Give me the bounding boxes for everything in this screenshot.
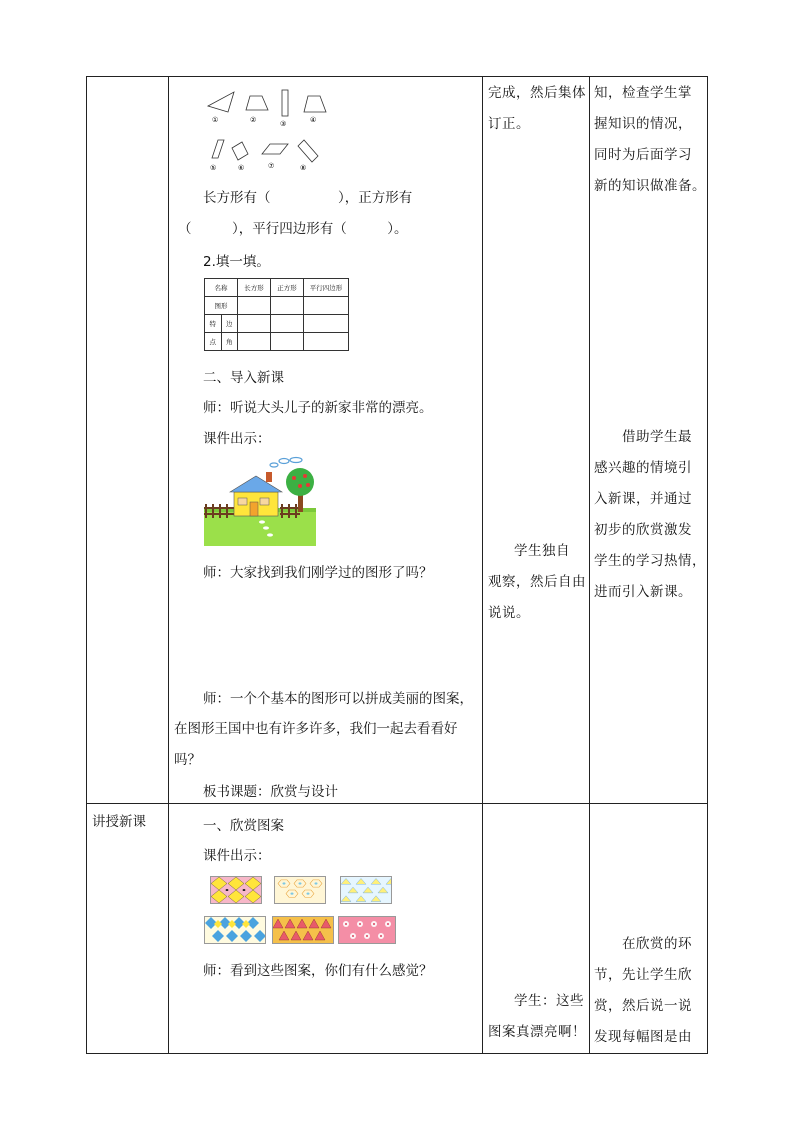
shape-label-5: ⑤ [210,164,217,172]
teacher-line-3c: 吗？ [174,752,201,768]
table-divider-2 [482,76,483,1054]
shape-label-1: ① [212,116,219,124]
question-1-line-1: 长方形有（ ），正方形有 [203,190,413,206]
student-activity-bottom: 学生：这些 图案真漂亮啊！ [488,993,586,1040]
shape-triangle [208,92,234,112]
teacher-line-4: 师：看到这些图案，你们有什么感觉？ [203,963,433,979]
teacher-line-1: 师：听说大头儿子的新家非常的漂亮。 [203,400,433,416]
shape-trapezoid [246,96,268,110]
table-border-top [86,76,708,77]
shape-label-3: ③ [280,120,287,128]
pattern-tile-6 [338,916,396,944]
shape-trapezoid-2 [304,96,326,112]
design-intent-top: 知，检查学生掌 握知识的情况， 同时为后面学习 新的知识做准备。 [594,85,706,194]
table-divider-3 [589,76,590,1054]
teacher-line-2: 师：大家找到我们刚学过的图形了吗？ [203,565,433,581]
question-2-title: 2.填一填。 [203,254,270,270]
shapes-figure [204,84,334,176]
stage-label: 讲授新课 [92,814,146,830]
table-divider-1 [168,76,169,1054]
shape-rectangle-tilted [298,140,318,162]
table-border-bottom [86,1053,708,1054]
design-intent-mid: 借助学生最 感兴趣的情境引 入新课，并通过 初步的欣赏激发 学生的学习热情， 进而引入新课。 [594,429,706,600]
shape-label-6: ⑥ [238,164,245,172]
shape-label-4: ④ [310,116,317,124]
pattern-tile-2 [274,876,326,904]
design-intent-bottom: 在欣赏的环 节，先让学生欣 赏，然后说一说 发现每幅图是由 [594,936,692,1045]
pattern-tile-1 [210,876,262,904]
question-1-line-2: （ ），平行四边形有（ ）。 [178,221,408,237]
courseware-line-1: 课件出示： [203,431,271,447]
courseware-line-2: 课件出示： [203,848,271,864]
student-activity-mid: 学生独自 观察，然后自由 说说。 [488,543,586,621]
table-row-divider [86,803,708,804]
teacher-line-3b: 在图形王国中也有许多许多，我们一起去看看好 [174,721,458,737]
section-2-title: 二、导入新课 [203,370,284,386]
table-border-left [86,76,87,1054]
fill-in-table: 名称 长方形 正方形 平行四边形 图形 特 边 点 角 [204,278,349,351]
section-3-title: 一、欣赏图案 [203,818,284,834]
teacher-line-3a: 师：一个个基本的图形可以拼成美丽的图案， [203,691,473,707]
shape-square-tilted [232,142,248,160]
table-border-right [707,76,708,1054]
shape-label-2: ② [250,116,257,124]
shape-parallelogram-2 [262,144,288,154]
shape-tall-rectangle [282,90,288,116]
board-title: 板书课题：欣赏与设计 [203,784,338,800]
pattern-tile-5 [272,916,334,944]
student-activity-top: 完成，然后集体 订正。 [488,85,586,132]
pattern-tile-3 [340,876,392,904]
shape-label-8: ⑧ [300,164,307,172]
pattern-tile-4 [204,916,266,944]
shape-parallelogram [212,140,224,158]
shape-label-7: ⑦ [268,162,275,170]
house-illustration [204,456,316,546]
lesson-plan-table [86,76,708,1054]
